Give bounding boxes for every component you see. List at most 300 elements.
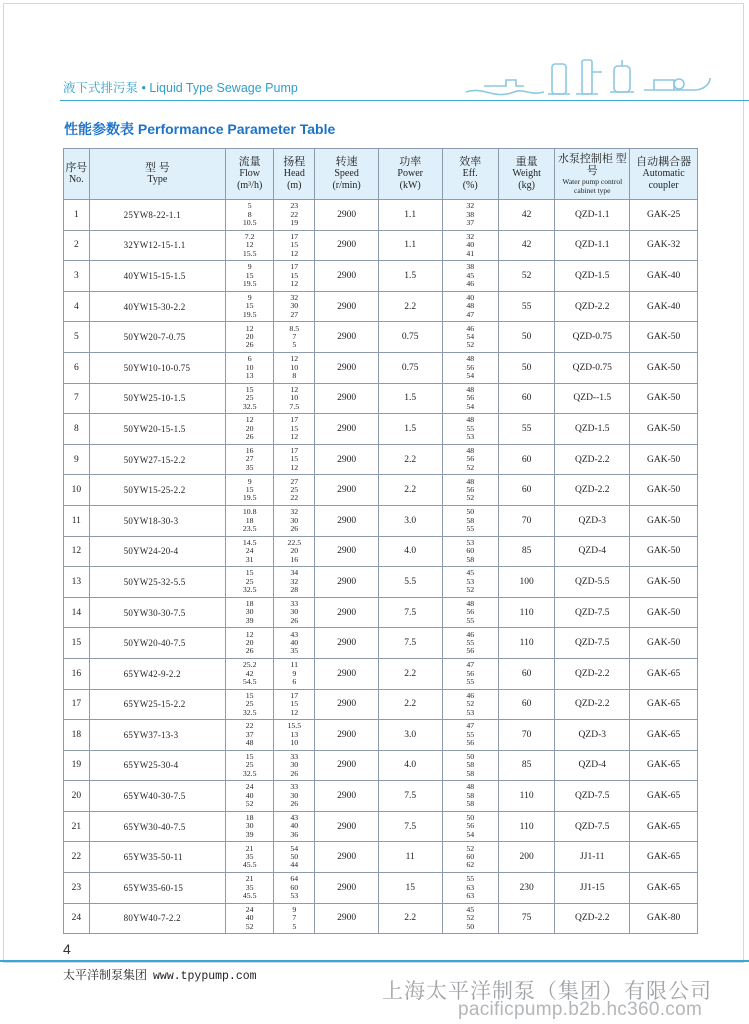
cell-eff-value: 48 bbox=[466, 415, 475, 425]
cell-head bbox=[274, 322, 315, 353]
cell-eff-value: 54 bbox=[466, 829, 475, 839]
cell-eff bbox=[442, 628, 498, 659]
cell-speed: 2900 bbox=[315, 230, 379, 261]
cell-flow-value: 10.5 bbox=[242, 218, 257, 227]
cell-weight: 60 bbox=[498, 475, 554, 506]
cell-head-value: 15 bbox=[290, 699, 299, 709]
cell-eff-value: 60 bbox=[466, 546, 475, 556]
cell-cabinet: QZD-1.1 bbox=[555, 230, 630, 261]
cell-coupler: GAK-50 bbox=[630, 444, 698, 475]
cell-power: 7.5 bbox=[378, 628, 442, 659]
cell-head-value: 22 bbox=[290, 209, 299, 219]
table-row bbox=[64, 750, 698, 781]
cell-eff bbox=[442, 873, 498, 904]
cell-cabinet: JJ1-11 bbox=[555, 842, 630, 873]
cell-head bbox=[274, 903, 315, 934]
cell-head-value: 12 bbox=[290, 707, 299, 717]
cell-cabinet: QZD-2.2 bbox=[555, 903, 630, 934]
cell-speed: 2900 bbox=[315, 781, 379, 812]
cell-head-value: 8 bbox=[292, 370, 297, 380]
cell-speed: 2900 bbox=[315, 750, 379, 781]
cell-eff bbox=[442, 322, 498, 353]
cell-eff-value: 45 bbox=[466, 904, 475, 914]
cell-head bbox=[274, 567, 315, 598]
cell-eff bbox=[442, 352, 498, 383]
cell-no: 21 bbox=[64, 811, 90, 842]
column-header bbox=[498, 149, 554, 200]
cell-eff-value: 55 bbox=[466, 523, 475, 533]
cell-type: 65YW35-50-11 bbox=[89, 842, 225, 873]
cell-head bbox=[274, 658, 315, 689]
cell-cabinet: QZD-1.5 bbox=[555, 414, 630, 445]
cell-eff-value: 53 bbox=[466, 707, 475, 717]
cell-eff-value: 48 bbox=[466, 301, 475, 311]
column-header-en: Weight bbox=[512, 168, 541, 179]
cell-coupler: GAK-50 bbox=[630, 597, 698, 628]
cell-flow-value: 19.5 bbox=[242, 493, 257, 503]
cell-cabinet: QZD-7.5 bbox=[555, 628, 630, 659]
cell-no: 20 bbox=[64, 781, 90, 812]
cell-type: 50YW25-32-5.5 bbox=[89, 567, 225, 598]
cell-flow bbox=[226, 811, 274, 842]
cell-flow-value: 20 bbox=[245, 423, 254, 433]
cell-flow-value: 52 bbox=[245, 921, 254, 931]
cell-head-value: 26 bbox=[290, 615, 299, 625]
cell-weight: 200 bbox=[498, 842, 554, 873]
cell-speed: 2900 bbox=[315, 261, 379, 292]
cell-eff bbox=[442, 567, 498, 598]
cell-head-value: 43 bbox=[290, 813, 299, 823]
cell-flow-value: 26 bbox=[245, 432, 254, 442]
cell-flow-value: 12 bbox=[245, 629, 254, 639]
cell-head-value: 30 bbox=[290, 790, 299, 800]
cell-head-value: 15 bbox=[290, 240, 299, 250]
cell-flow-value: 35 bbox=[245, 882, 254, 892]
table-row bbox=[64, 475, 698, 506]
cell-flow-value: 32.5 bbox=[242, 768, 257, 778]
table-row bbox=[64, 383, 698, 414]
cell-coupler: GAK-65 bbox=[630, 842, 698, 873]
cell-eff bbox=[442, 689, 498, 720]
cell-flow-value: 45.5 bbox=[242, 860, 257, 870]
cell-eff-value: 47 bbox=[466, 721, 475, 731]
cell-type: 32YW12-15-1.1 bbox=[89, 230, 225, 261]
cell-power: 0.75 bbox=[378, 352, 442, 383]
cell-power: 15 bbox=[378, 873, 442, 904]
column-header bbox=[630, 149, 698, 200]
cell-cabinet: QZD-2.2 bbox=[555, 658, 630, 689]
cell-flow-value: 20 bbox=[245, 637, 254, 647]
cell-eff bbox=[442, 230, 498, 261]
pump-illustration-icon bbox=[464, 56, 714, 104]
cell-eff-value: 56 bbox=[466, 454, 475, 464]
cell-power: 4.0 bbox=[378, 536, 442, 567]
cell-coupler: GAK-65 bbox=[630, 720, 698, 751]
cell-flow bbox=[226, 597, 274, 628]
cell-speed: 2900 bbox=[315, 291, 379, 322]
cell-cabinet: QZD-1.5 bbox=[555, 261, 630, 292]
cell-flow bbox=[226, 414, 274, 445]
cell-head-value: 11 bbox=[290, 660, 299, 670]
table-row bbox=[64, 720, 698, 751]
cell-no: 2 bbox=[64, 230, 90, 261]
cell-weight: 60 bbox=[498, 658, 554, 689]
footer-company bbox=[63, 966, 257, 983]
cell-eff-value: 56 bbox=[466, 668, 475, 678]
cell-head-value: 10 bbox=[290, 362, 299, 372]
table-row bbox=[64, 873, 698, 904]
table-row bbox=[64, 781, 698, 812]
cell-flow-value: 9 bbox=[247, 476, 252, 486]
cell-weight: 50 bbox=[498, 322, 554, 353]
cell-eff-value: 56 bbox=[466, 607, 475, 617]
cell-head-value: 53 bbox=[290, 891, 299, 901]
cell-head bbox=[274, 200, 315, 231]
cell-flow-value: 10.8 bbox=[242, 507, 257, 517]
table-row bbox=[64, 414, 698, 445]
cell-eff-value: 32 bbox=[466, 231, 475, 241]
cell-flow-value: 19.5 bbox=[242, 279, 257, 289]
cell-eff-value: 58 bbox=[466, 760, 475, 770]
cell-flow-value: 30 bbox=[245, 607, 254, 617]
cell-coupler: GAK-65 bbox=[630, 689, 698, 720]
cell-flow bbox=[226, 261, 274, 292]
cell-head-value: 17 bbox=[290, 231, 299, 241]
column-header-en: Automatic bbox=[642, 168, 685, 179]
cell-head-value: 26 bbox=[290, 799, 299, 809]
cell-flow-value: 54.5 bbox=[242, 676, 257, 686]
cell-eff-value: 45 bbox=[466, 568, 475, 578]
cell-flow-value: 15 bbox=[245, 690, 254, 700]
column-header-cn: 重量 bbox=[515, 156, 538, 168]
cell-power: 2.2 bbox=[378, 658, 442, 689]
cell-speed: 2900 bbox=[315, 811, 379, 842]
cell-eff-value: 53 bbox=[466, 432, 475, 442]
cell-no: 14 bbox=[64, 597, 90, 628]
cell-speed: 2900 bbox=[315, 414, 379, 445]
cell-flow-value: 6 bbox=[247, 354, 252, 364]
cell-eff bbox=[442, 597, 498, 628]
cell-flow bbox=[226, 842, 274, 873]
cell-cabinet: QZD-4 bbox=[555, 536, 630, 567]
column-header bbox=[442, 149, 498, 200]
column-header-en: Type bbox=[147, 174, 168, 185]
cell-eff-value: 52 bbox=[466, 462, 475, 472]
cell-flow-value: 21 bbox=[245, 874, 254, 884]
cell-head bbox=[274, 628, 315, 659]
cell-eff-value: 56 bbox=[466, 738, 475, 748]
column-header bbox=[64, 149, 90, 200]
cell-head-value: 15.5 bbox=[287, 721, 302, 731]
cell-eff-value: 40 bbox=[466, 292, 475, 302]
cell-eff-value: 40 bbox=[466, 240, 475, 250]
cell-no: 11 bbox=[64, 505, 90, 536]
cell-eff bbox=[442, 903, 498, 934]
cell-flow-value: 24 bbox=[245, 782, 254, 792]
cell-eff bbox=[442, 261, 498, 292]
cell-flow-value: 12 bbox=[245, 415, 254, 425]
cell-eff-value: 46 bbox=[466, 279, 475, 289]
cell-flow bbox=[226, 658, 274, 689]
cell-coupler: GAK-40 bbox=[630, 291, 698, 322]
cell-flow-value: 23.5 bbox=[242, 523, 257, 533]
cell-power: 7.5 bbox=[378, 811, 442, 842]
cell-type: 50YW25-10-1.5 bbox=[89, 383, 225, 414]
column-header-cn: 序号 bbox=[65, 162, 88, 174]
cell-no: 22 bbox=[64, 842, 90, 873]
cell-power: 11 bbox=[378, 842, 442, 873]
cell-cabinet: QZD--1.5 bbox=[555, 383, 630, 414]
cell-no: 5 bbox=[64, 322, 90, 353]
cell-flow bbox=[226, 628, 274, 659]
cell-no: 4 bbox=[64, 291, 90, 322]
cell-eff-value: 46 bbox=[466, 323, 475, 333]
performance-table bbox=[63, 148, 698, 934]
column-header-cn: 扬程 bbox=[283, 156, 306, 168]
cell-flow-value: 15 bbox=[245, 568, 254, 578]
cell-eff-value: 52 bbox=[466, 340, 475, 350]
table-row bbox=[64, 658, 698, 689]
cell-weight: 110 bbox=[498, 811, 554, 842]
column-header-cn: 功率 bbox=[399, 156, 422, 168]
cell-head-value: 7 bbox=[292, 913, 297, 923]
cell-eff-value: 58 bbox=[466, 790, 475, 800]
cell-eff bbox=[442, 475, 498, 506]
cell-eff-value: 55 bbox=[466, 615, 475, 625]
cell-power: 7.5 bbox=[378, 781, 442, 812]
column-header-unit: (r/min) bbox=[332, 180, 361, 191]
cell-speed: 2900 bbox=[315, 842, 379, 873]
cell-eff bbox=[442, 505, 498, 536]
table-row bbox=[64, 444, 698, 475]
watermark-url: pacificpump.b2b.hc360.com bbox=[458, 999, 703, 1020]
cell-head-value: 12 bbox=[290, 384, 299, 394]
cell-flow-value: 32.5 bbox=[242, 585, 257, 595]
cell-speed: 2900 bbox=[315, 720, 379, 751]
cell-cabinet: JJ1-15 bbox=[555, 873, 630, 904]
cell-type: 50YW15-25-2.2 bbox=[89, 475, 225, 506]
cell-coupler: GAK-50 bbox=[630, 475, 698, 506]
column-header-unit: (m) bbox=[287, 180, 302, 191]
cell-eff-value: 55 bbox=[466, 729, 475, 739]
cell-head-value: 12 bbox=[290, 279, 299, 289]
cell-type: 65YW25-15-2.2 bbox=[89, 689, 225, 720]
cell-flow bbox=[226, 903, 274, 934]
cell-flow-value: 13 bbox=[245, 370, 254, 380]
cell-speed: 2900 bbox=[315, 444, 379, 475]
cell-eff-value: 58 bbox=[466, 554, 475, 564]
cell-type: 50YW20-40-7.5 bbox=[89, 628, 225, 659]
cell-no: 23 bbox=[64, 873, 90, 904]
cell-head-value: 8.5 bbox=[289, 323, 300, 333]
column-header-unit: (m³/h) bbox=[237, 180, 263, 191]
cell-flow bbox=[226, 873, 274, 904]
cell-head bbox=[274, 352, 315, 383]
cell-flow-value: 18 bbox=[245, 813, 254, 823]
cell-eff-value: 48 bbox=[466, 598, 475, 608]
watermark-company: 上海太平洋制泵（集团）有限公司 bbox=[382, 980, 712, 1003]
cell-type: 65YW30-40-7.5 bbox=[89, 811, 225, 842]
cell-eff-value: 48 bbox=[466, 354, 475, 364]
cell-speed: 2900 bbox=[315, 200, 379, 231]
cell-coupler: GAK-50 bbox=[630, 322, 698, 353]
cell-type: 40YW15-15-1.5 bbox=[89, 261, 225, 292]
cell-eff bbox=[442, 383, 498, 414]
cell-cabinet: QZD-7.5 bbox=[555, 811, 630, 842]
cell-flow-value: 24 bbox=[245, 904, 254, 914]
cell-eff-value: 52 bbox=[466, 493, 475, 503]
cell-weight: 85 bbox=[498, 750, 554, 781]
cell-flow-value: 10 bbox=[245, 362, 254, 372]
cell-eff-value: 52 bbox=[466, 843, 475, 853]
cell-speed: 2900 bbox=[315, 658, 379, 689]
cell-flow bbox=[226, 444, 274, 475]
header-divider bbox=[60, 100, 749, 101]
cell-coupler: GAK-40 bbox=[630, 261, 698, 292]
cell-eff bbox=[442, 536, 498, 567]
cell-flow bbox=[226, 750, 274, 781]
cell-head-value: 36 bbox=[290, 829, 299, 839]
cell-flow-value: 25 bbox=[245, 576, 254, 586]
table-header-row bbox=[64, 149, 698, 200]
cell-flow-value: 32.5 bbox=[242, 401, 257, 411]
cell-flow-value: 48 bbox=[245, 738, 254, 748]
cell-head bbox=[274, 230, 315, 261]
cell-head-value: 35 bbox=[290, 646, 299, 656]
cell-head-value: 17 bbox=[290, 262, 299, 272]
cell-coupler: GAK-65 bbox=[630, 873, 698, 904]
table-row bbox=[64, 322, 698, 353]
column-header-en: No. bbox=[68, 174, 84, 185]
column-header-en: Eff. bbox=[462, 168, 478, 179]
cell-head-value: 13 bbox=[290, 729, 299, 739]
cell-flow bbox=[226, 505, 274, 536]
cell-speed: 2900 bbox=[315, 352, 379, 383]
cell-eff-value: 47 bbox=[466, 660, 475, 670]
cell-eff-value: 62 bbox=[466, 860, 475, 870]
cell-eff-value: 52 bbox=[466, 699, 475, 709]
cell-flow-value: 21 bbox=[245, 843, 254, 853]
column-header-en: Head bbox=[283, 168, 305, 179]
cell-power: 7.5 bbox=[378, 597, 442, 628]
cell-coupler: GAK-80 bbox=[630, 903, 698, 934]
cell-head-value: 30 bbox=[290, 515, 299, 525]
cell-flow-value: 15.5 bbox=[242, 248, 257, 258]
cell-eff-value: 46 bbox=[466, 690, 475, 700]
cell-weight: 70 bbox=[498, 720, 554, 751]
cell-head bbox=[274, 505, 315, 536]
table-body bbox=[64, 200, 698, 934]
cell-flow-value: 15 bbox=[245, 751, 254, 761]
cell-flow-value: 15 bbox=[245, 484, 254, 494]
cell-type: 40YW15-30-2.2 bbox=[89, 291, 225, 322]
cell-head-value: 33 bbox=[290, 782, 299, 792]
cell-eff-value: 32 bbox=[466, 201, 475, 211]
column-header bbox=[226, 149, 274, 200]
cell-head bbox=[274, 444, 315, 475]
cell-flow-value: 19.5 bbox=[242, 309, 257, 319]
cell-eff-value: 56 bbox=[466, 646, 475, 656]
cell-flow-value: 25.2 bbox=[242, 660, 257, 670]
cell-head-value: 19 bbox=[290, 218, 299, 227]
cell-weight: 75 bbox=[498, 903, 554, 934]
column-header-unit: (kW) bbox=[399, 180, 421, 191]
cell-power: 2.2 bbox=[378, 689, 442, 720]
cell-coupler: GAK-32 bbox=[630, 230, 698, 261]
cell-flow bbox=[226, 689, 274, 720]
cell-coupler: GAK-65 bbox=[630, 811, 698, 842]
cell-flow-value: 14.5 bbox=[242, 537, 257, 547]
cell-cabinet: QZD-2.2 bbox=[555, 444, 630, 475]
cell-weight: 42 bbox=[498, 200, 554, 231]
cell-eff-value: 47 bbox=[466, 309, 475, 319]
cell-flow-value: 40 bbox=[245, 913, 254, 923]
cell-eff bbox=[442, 781, 498, 812]
cell-head bbox=[274, 842, 315, 873]
cell-no: 16 bbox=[64, 658, 90, 689]
cell-power: 1.5 bbox=[378, 414, 442, 445]
cell-eff-value: 50 bbox=[466, 921, 475, 931]
cell-cabinet: QZD-3 bbox=[555, 720, 630, 751]
cell-eff-value: 50 bbox=[466, 751, 475, 761]
cell-head bbox=[274, 475, 315, 506]
cell-head bbox=[274, 597, 315, 628]
cell-no: 24 bbox=[64, 903, 90, 934]
cell-eff-value: 58 bbox=[466, 768, 475, 778]
cell-eff-value: 50 bbox=[466, 507, 475, 517]
cell-coupler: GAK-50 bbox=[630, 505, 698, 536]
cell-flow-value: 16 bbox=[245, 445, 254, 455]
cell-power: 3.0 bbox=[378, 505, 442, 536]
cell-head-value: 12 bbox=[290, 248, 299, 258]
cell-no: 9 bbox=[64, 444, 90, 475]
cell-head-value: 34 bbox=[290, 568, 299, 578]
cell-eff bbox=[442, 750, 498, 781]
column-header-unit: cabinet type bbox=[574, 186, 611, 195]
cell-flow-value: 7.2 bbox=[244, 231, 255, 241]
cell-type: 80YW40-7-2.2 bbox=[89, 903, 225, 934]
cell-speed: 2900 bbox=[315, 628, 379, 659]
cell-head bbox=[274, 750, 315, 781]
cell-head-value: 43 bbox=[290, 629, 299, 639]
cell-eff bbox=[442, 720, 498, 751]
cell-flow bbox=[226, 291, 274, 322]
cell-cabinet: QZD-7.5 bbox=[555, 781, 630, 812]
cell-no: 19 bbox=[64, 750, 90, 781]
cell-cabinet: QZD-1.1 bbox=[555, 200, 630, 231]
header-title: 液下式排污泵 • Liquid Type Sewage Pump bbox=[63, 81, 298, 95]
cell-eff-value: 52 bbox=[466, 585, 475, 595]
cell-head-value: 12 bbox=[290, 462, 299, 472]
footer-divider bbox=[0, 960, 749, 962]
cell-coupler: GAK-50 bbox=[630, 567, 698, 598]
cell-flow-value: 24 bbox=[245, 546, 254, 556]
cell-flow bbox=[226, 383, 274, 414]
cell-no: 13 bbox=[64, 567, 90, 598]
cell-head-value: 54 bbox=[290, 843, 299, 853]
cell-head bbox=[274, 781, 315, 812]
cell-head-value: 20 bbox=[290, 546, 299, 556]
cell-flow bbox=[226, 352, 274, 383]
cell-eff bbox=[442, 658, 498, 689]
cell-power: 5.5 bbox=[378, 567, 442, 598]
cell-head bbox=[274, 383, 315, 414]
cell-head-value: 10 bbox=[290, 738, 299, 748]
table-row bbox=[64, 689, 698, 720]
cell-speed: 2900 bbox=[315, 873, 379, 904]
cell-head-value: 25 bbox=[290, 484, 299, 494]
cell-no: 3 bbox=[64, 261, 90, 292]
